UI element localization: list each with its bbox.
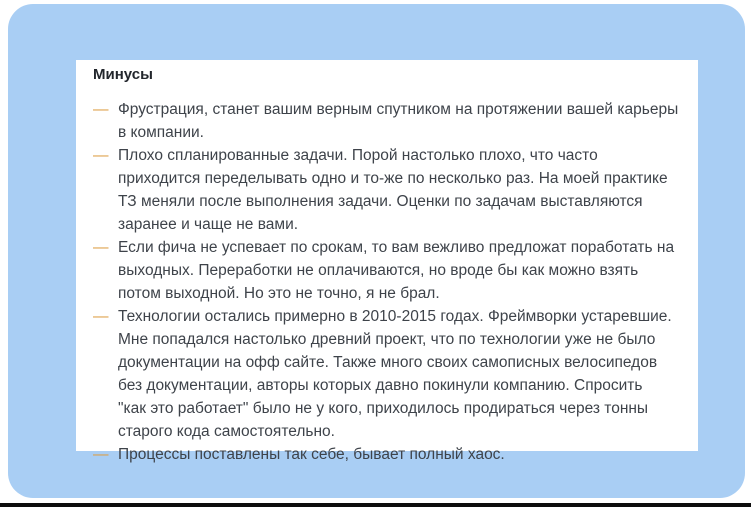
bullet-text-line: Если фича не успевает по срокам, то вам вежливо предложат поработать на — [118, 239, 675, 256]
cons-bullet-item — [93, 236, 698, 305]
cons-section-title: Минусы — [93, 66, 153, 83]
bullet-text-line: Технологии остались примерно в 2010-2015 годах. Фреймворки устаревшие. — [118, 308, 672, 325]
bullet-text-line: в компании. — [118, 124, 204, 141]
review-cons-card — [76, 60, 698, 463]
bullet-dash-icon: — — [93, 308, 109, 325]
bullet-text-line: Фрустрация, станет вашим верным спутником на протяжении вашей карьеры — [118, 101, 679, 118]
cons-bullet-item — [93, 98, 698, 144]
bullet-text-line: старого кода самостоятельно. — [118, 423, 335, 440]
bullet-dash-icon: — — [93, 239, 109, 256]
bullet-text-line: "как это работает" было не у кого, приходилось продираться через тонны — [118, 400, 649, 417]
bullet-dash-icon: — — [93, 147, 109, 164]
cons-bullet-item — [93, 144, 698, 236]
screenshot-bottom-border — [0, 503, 751, 507]
bullet-text-line: потом выходной. Но это не точно, я не брал. — [118, 285, 440, 302]
bullet-text — [118, 236, 698, 305]
bullet-text — [118, 98, 698, 144]
bullet-text-line: Плохо спланированные задачи. Порой настолько плохо, что часто — [118, 147, 598, 164]
bullet-text — [118, 144, 698, 236]
cons-bullet-item — [93, 443, 698, 466]
bullet-text — [118, 443, 698, 466]
bullet-dash-icon: — — [93, 446, 109, 463]
bullet-text-line: Мне попадался настолько древний проект, что по технологии уже не было — [118, 331, 656, 348]
blue-background-panel — [8, 4, 745, 498]
bullet-text-line: без документации, авторы которых давно покинули компанию. Спросить — [118, 377, 643, 394]
bullet-text-line: ТЗ меняли после выполнения задачи. Оценки по задачам выставляются — [118, 193, 643, 210]
bullet-text-line: документации на офф сайте. Также много своих самописных велосипедов — [118, 354, 658, 371]
bullet-text-line: заранее и чаще не вами. — [118, 216, 299, 233]
bullet-text-line: приходится переделывать одно и то-же по несколько раз. На моей практике — [118, 170, 668, 187]
bullet-text — [118, 305, 698, 443]
bullet-text-line: Процессы поставлены так себе, бывает полный хаос. — [118, 446, 505, 463]
bullet-dash-icon: — — [93, 101, 109, 118]
cons-bullet-item — [93, 305, 698, 443]
cons-list — [93, 98, 698, 466]
bullet-text-line: выходных. Переработки не оплачиваются, но вроде бы как можно взять — [118, 262, 639, 279]
